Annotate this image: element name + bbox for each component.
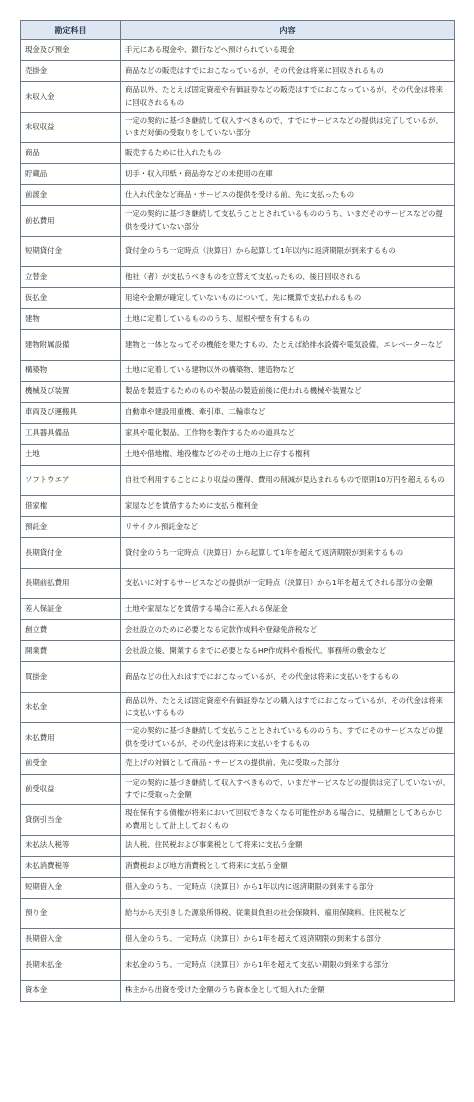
account-name-cell: 工具器具備品 <box>21 423 121 444</box>
account-name-cell: 仮払金 <box>21 288 121 309</box>
table-row <box>21 444 455 465</box>
header-account: 勘定科目 <box>21 21 121 40</box>
account-content-cell: 商品などの販売はすでにおこなっているが、その代金は将来に回収されるもの <box>121 61 455 82</box>
account-content-cell: 手元にある現金や、銀行などへ預けられている現金 <box>121 40 455 61</box>
account-content-cell: 現在保有する債権が将来において回収できなくなる可能性がある場合に、見積額としてあらかじめ費用として計上しておくもの <box>121 805 455 836</box>
account-name-cell: 開業費 <box>21 641 121 662</box>
table-row <box>21 835 455 856</box>
account-content-cell: リサイクル預託金など <box>121 517 455 538</box>
account-content-cell: 会社設立後、開業するまでに必要となるHP作成料や看板代、事務所の敷金など <box>121 641 455 662</box>
table-row <box>21 517 455 538</box>
account-name-cell: 未払法人税等 <box>21 835 121 856</box>
account-content-cell: 建物と一体となってその機能を果たすもの、たとえば給排水設備や電気設備、エレベーターなど <box>121 330 455 361</box>
account-name-cell: 貸倒引当金 <box>21 805 121 836</box>
table-row <box>21 309 455 330</box>
account-name-cell: 借家権 <box>21 496 121 517</box>
account-content-cell: 法人税、住民税および事業税として将来に支払う金額 <box>121 835 455 856</box>
account-content-cell: 一定の契約に基づき継続して支払うこととされているもののうち、いまだそのサービスなどの提供を受けていない部分 <box>121 206 455 237</box>
table-row <box>21 641 455 662</box>
table-row <box>21 185 455 206</box>
account-content-cell: 仕入れ代金など商品・サービスの提供を受ける前、先に支払ったもの <box>121 185 455 206</box>
account-content-cell: 家屋などを賃借するために支払う権利金 <box>121 496 455 517</box>
account-name-cell: 貯蔵品 <box>21 164 121 185</box>
account-content-cell: 借入金のうち、一定時点（決算日）から1年以内に返済期限の到来する部分 <box>121 877 455 898</box>
account-name-cell: 買掛金 <box>21 662 121 693</box>
table-row <box>21 599 455 620</box>
account-name-cell: 未払消費税等 <box>21 856 121 877</box>
account-name-cell: 機械及び装置 <box>21 381 121 402</box>
account-name-cell: 未収収益 <box>21 112 121 143</box>
table-row <box>21 288 455 309</box>
table-row <box>21 236 455 267</box>
account-name-cell: 長期借入金 <box>21 929 121 950</box>
account-content-cell: 商品以外、たとえば固定資産や有価証券などの販売はすでにおこなっているが、その代金は将来に回収されるもの <box>121 82 455 113</box>
account-table-container <box>20 20 454 1002</box>
account-content-cell: 会社設立のために必要となる定款作成料や登録免許税など <box>121 620 455 641</box>
table-row <box>21 898 455 929</box>
account-name-cell: 未払費用 <box>21 723 121 754</box>
table-row <box>21 402 455 423</box>
account-name-cell: 前払費用 <box>21 206 121 237</box>
account-content-cell: 家具や電化製品、工作物を製作するための道具など <box>121 423 455 444</box>
account-name-cell: 車両及び運搬具 <box>21 402 121 423</box>
account-content-cell: 商品以外、たとえば固定資産や有価証券などの購入はすでにおこなっているが、その代金は将来に支払いするもの <box>121 692 455 723</box>
table-row <box>21 360 455 381</box>
account-name-cell: 創立費 <box>21 620 121 641</box>
account-name-cell: 短期借入金 <box>21 877 121 898</box>
table-row <box>21 753 455 774</box>
account-content-cell: 用途や金額が確定していないものについて、先に概算で支払われるもの <box>121 288 455 309</box>
account-content-cell: 一定の契約に基づき継続して収入すべきもので、いまだサービスなどの提供は完了していないが、すでに受取った金額 <box>121 774 455 805</box>
account-name-cell: 前渡金 <box>21 185 121 206</box>
account-content-cell: 消費税および地方消費税として将来に支払う金額 <box>121 856 455 877</box>
account-name-cell: 構築物 <box>21 360 121 381</box>
account-name-cell: 前受金 <box>21 753 121 774</box>
account-content-cell: 支払いに対するサービスなどの提供が一定時点（決算日）から1年を超えてされる部分の金額 <box>121 568 455 599</box>
account-content-cell: 土地に定着しているもののうち、屋根や壁を有するもの <box>121 309 455 330</box>
account-name-cell: 前受収益 <box>21 774 121 805</box>
account-name-cell: 売掛金 <box>21 61 121 82</box>
table-row <box>21 538 455 569</box>
account-name-cell: ソフトウエア <box>21 465 121 496</box>
table-row <box>21 164 455 185</box>
account-content-cell: 貸付金のうち一定時点（決算日）から起算して1年以内に返済期限が到来するもの <box>121 236 455 267</box>
account-content-cell: 販売するために仕入れたもの <box>121 143 455 164</box>
table-row <box>21 950 455 981</box>
table-row <box>21 423 455 444</box>
account-table <box>20 20 455 1002</box>
account-name-cell: 預託金 <box>21 517 121 538</box>
table-row <box>21 465 455 496</box>
account-content-cell: 他社（者）が支払うべきものを立替えて支払ったもの、後日回収される <box>121 267 455 288</box>
account-content-cell: 製品を製造するためのものや製品の製造前後に使われる機械や装置など <box>121 381 455 402</box>
table-row <box>21 568 455 599</box>
account-name-cell: 建物附属設備 <box>21 330 121 361</box>
account-content-cell: 売上げの対価として商品・サービスの提供前、先に受取った部分 <box>121 753 455 774</box>
table-row <box>21 206 455 237</box>
table-row <box>21 496 455 517</box>
account-name-cell: 土地 <box>21 444 121 465</box>
account-content-cell: 土地に定着している建物以外の構築物、建造物など <box>121 360 455 381</box>
account-name-cell: 資本金 <box>21 980 121 1001</box>
account-content-cell: 自社で利用することにより収益の獲得、費用の削減が見込まれるもので原則10万円を超えるもの <box>121 465 455 496</box>
table-row <box>21 774 455 805</box>
table-row <box>21 40 455 61</box>
account-content-cell: 一定の契約に基づき継続して支払うこととされているもののうち、すでにそのサービスなどの提供を受けているが、その代金は将来に支払いをするもの <box>121 723 455 754</box>
account-content-cell: 貸付金のうち一定時点（決算日）から起算して1年を超えて返済期限が到来するもの <box>121 538 455 569</box>
account-name-cell: 短期貸付金 <box>21 236 121 267</box>
account-content-cell: 切手・収入印紙・商品券などの未使用の在庫 <box>121 164 455 185</box>
table-header-row <box>21 21 455 40</box>
table-row <box>21 662 455 693</box>
table-row <box>21 61 455 82</box>
table-row <box>21 82 455 113</box>
table-row <box>21 330 455 361</box>
account-name-cell: 未収入金 <box>21 82 121 113</box>
account-content-cell: 商品などの仕入れはすでにおこなっているが、その代金は将来に支払いをするもの <box>121 662 455 693</box>
table-row <box>21 692 455 723</box>
account-content-cell: 一定の契約に基づき継続して収入すべきもので、すでにサービスなどの提供は完了しているが、いまだ対価の受取りをしていない部分 <box>121 112 455 143</box>
account-content-cell: 株主から出資を受けた金額のうち資本金として組入れた金額 <box>121 980 455 1001</box>
table-row <box>21 723 455 754</box>
account-name-cell: 長期未払金 <box>21 950 121 981</box>
account-name-cell: 未払金 <box>21 692 121 723</box>
table-row <box>21 112 455 143</box>
table-row <box>21 143 455 164</box>
table-row <box>21 267 455 288</box>
table-row <box>21 856 455 877</box>
table-body <box>21 40 455 1002</box>
table-row <box>21 805 455 836</box>
account-name-cell: 建物 <box>21 309 121 330</box>
table-row <box>21 620 455 641</box>
table-row <box>21 929 455 950</box>
header-content: 内容 <box>121 21 455 40</box>
account-name-cell: 預り金 <box>21 898 121 929</box>
account-name-cell: 差入保証金 <box>21 599 121 620</box>
account-content-cell: 借入金のうち、一定時点（決算日）から1年を超えて返済期限の到来する部分 <box>121 929 455 950</box>
account-name-cell: 長期前払費用 <box>21 568 121 599</box>
account-name-cell: 現金及び預金 <box>21 40 121 61</box>
table-row <box>21 980 455 1001</box>
account-content-cell: 未払金のうち、一定時点（決算日）から1年を超えて支払い期限の到来する部分 <box>121 950 455 981</box>
account-content-cell: 土地や家屋などを賃借する場合に差入れる保証金 <box>121 599 455 620</box>
account-name-cell: 商品 <box>21 143 121 164</box>
account-content-cell: 土地や借地権、地役権などのその土地の上に存する権利 <box>121 444 455 465</box>
table-row <box>21 877 455 898</box>
account-content-cell: 給与から天引きした源泉所得税、従業員負担の社会保険料、雇用保険料、住民税など <box>121 898 455 929</box>
account-content-cell: 自動車や建設用重機、牽引車、二輪車など <box>121 402 455 423</box>
account-name-cell: 立替金 <box>21 267 121 288</box>
account-name-cell: 長期貸付金 <box>21 538 121 569</box>
table-row <box>21 381 455 402</box>
